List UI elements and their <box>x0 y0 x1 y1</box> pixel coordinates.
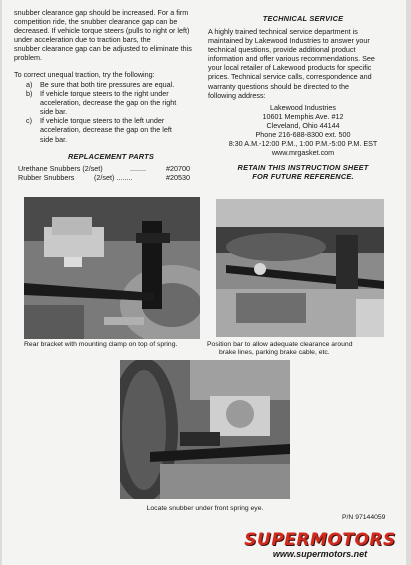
retain-line: FOR FUTURE REFERENCE. <box>252 172 354 182</box>
photo-front-spring-eye <box>120 360 290 499</box>
intro-line: competition ride, the snubber clearance gap can be <box>14 17 178 27</box>
service-line: technical questions, provide additional product <box>208 45 356 55</box>
rear-bracket-illustration <box>24 197 200 339</box>
step-b <box>26 89 208 116</box>
part-number: #20530 <box>166 173 190 183</box>
part-dots: (2/set) ........ <box>94 173 133 183</box>
intro-line: snubber clearance gap should be increased. For a firm <box>14 8 189 17</box>
step-line: side bar. <box>40 107 68 117</box>
part-row <box>18 164 208 173</box>
service-line: information and offer various recommendations. See <box>208 54 375 64</box>
step-letter: b) <box>26 89 33 99</box>
front-spring-eye-illustration <box>120 360 290 499</box>
service-line: prices. Technical service calls, correspondence and <box>208 72 372 82</box>
service-line: maintained by Lakewood Industries to answer your <box>208 36 370 46</box>
step-line: If vehicle torque steers to the left under <box>40 116 165 126</box>
traction-intro: To correct unequal traction, try the following: <box>14 70 155 79</box>
service-line: A highly trained technical service department is <box>208 27 358 36</box>
service-paragraph <box>208 27 404 100</box>
address-line: Lakewood Industries <box>270 103 336 112</box>
address-line: 10601 Memphis Ave. #12 <box>262 112 344 122</box>
intro-line: decreased. If vehicle torque steers (pulls to right or left) <box>14 26 190 36</box>
service-line: your local retailer of Lakewood products for specific <box>208 63 372 73</box>
technical-service-heading: TECHNICAL SERVICE <box>262 14 344 23</box>
address-line: Cleveland, Ohio 44144 <box>266 121 340 131</box>
step-line: If vehicle torque steers to the right under <box>40 89 169 99</box>
step-c <box>26 116 208 143</box>
address-line: Phone 216-688-8300 ext. 500 <box>255 130 351 140</box>
caption-line: Position bar to allow adequate clearance around <box>207 341 353 348</box>
step-line: side bar. <box>40 134 68 144</box>
service-address <box>208 103 398 158</box>
address-line: 8:30 A.M.-12:00 P.M., 1:00 P.M.-5:00 P.M. EST <box>228 139 378 149</box>
parts-list <box>18 164 208 182</box>
instruction-sheet <box>2 0 406 565</box>
retain-notice <box>208 163 398 182</box>
part-name: Rubber Snubbers <box>18 173 75 183</box>
part-number: #20700 <box>166 164 190 173</box>
caption-rear-bracket <box>24 341 209 349</box>
part-dots: ........ <box>130 164 146 173</box>
photo-bar-position <box>216 199 384 337</box>
step-letter: a) <box>26 80 33 89</box>
website-link[interactable]: www.mrgasket.com <box>271 148 335 158</box>
watermark-url: www.supermotors.net <box>272 549 368 559</box>
step-letter: c) <box>26 116 32 126</box>
caption-front-spring-eye <box>120 505 290 513</box>
bar-position-illustration <box>216 199 384 337</box>
intro-line: under acceleration due to traction bars, the <box>14 35 151 45</box>
service-line: following address: <box>208 90 266 100</box>
traction-steps <box>26 80 208 144</box>
step-a <box>26 80 208 89</box>
caption-line: Locate snubber under front spring eye. <box>146 505 264 512</box>
step-line: acceleration, decrease the gap on the left <box>40 125 172 135</box>
caption-bar-position <box>207 341 402 358</box>
intro-line: problem. <box>14 53 42 63</box>
step-line: Be sure that both tire pressures are equal. <box>40 80 175 89</box>
supermotors-watermark <box>233 531 407 561</box>
service-line: warranty questions should be directed to the <box>208 81 350 91</box>
part-number: P/N 97144059 <box>342 514 386 521</box>
step-line: acceleration, decrease the gap on the right <box>40 98 177 108</box>
caption-line: brake lines, parking brake cable, etc. <box>219 349 330 357</box>
intro-line: snubber clearance gap can be adjusted to eliminate this <box>14 44 192 54</box>
caption-line: Rear bracket with mounting clamp on top of spring. <box>24 341 178 348</box>
replacement-parts-heading: REPLACEMENT PARTS <box>67 152 155 161</box>
photo-rear-bracket <box>24 197 200 339</box>
part-row <box>18 173 208 182</box>
part-name: Urethane Snubbers (2/set) <box>18 164 103 173</box>
retain-line: RETAIN THIS INSTRUCTION SHEET <box>237 163 369 172</box>
watermark-brand: SUPERMOTORS <box>244 530 396 550</box>
intro-paragraph <box>14 8 208 63</box>
